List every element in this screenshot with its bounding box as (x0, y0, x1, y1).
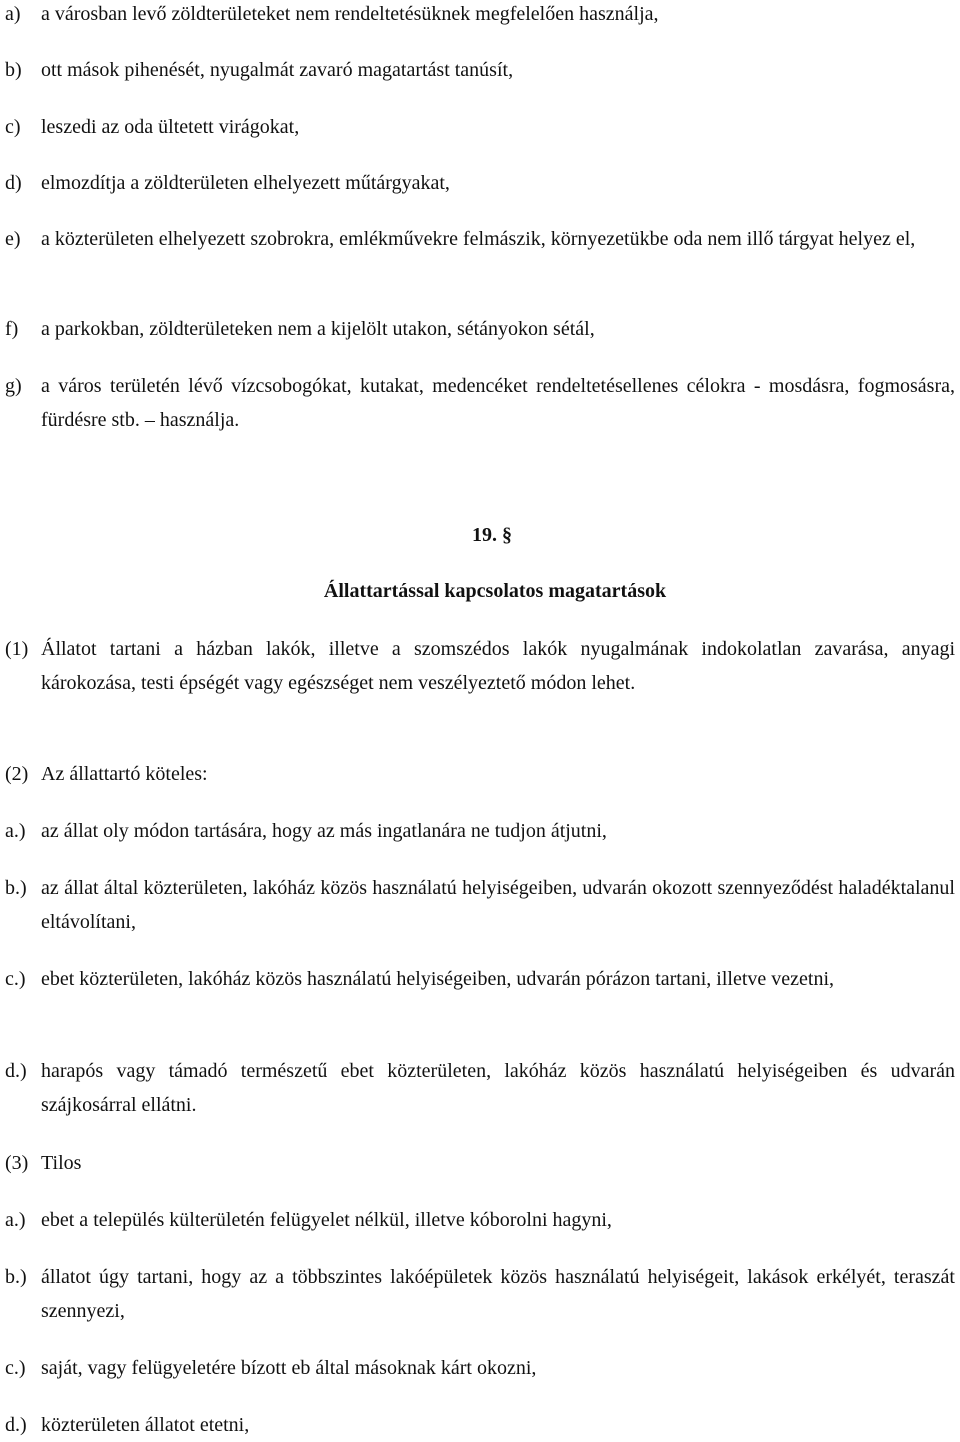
list-item-b (0, 53, 955, 87)
paragraph-text: közterületen állatot etetni, (41, 1414, 250, 1436)
list-text: ott mások pihenését, nyugalmát zavaró magatartást tanúsít, (41, 59, 514, 81)
paragraph-text: az állat oly módon tartására, hogy az más ingatlanára ne tudjon átjutni, (41, 820, 607, 842)
list-marker: g) (5, 375, 22, 397)
paragraph-marker: c.) (5, 1357, 26, 1379)
paragraph-text: ebet közterületen, lakóház közös használatú helyiségeiben, udvarán pórázon tartani, illetve vezetni, (41, 968, 834, 990)
paragraph-marker: d.) (5, 1060, 27, 1082)
paragraph-marker: c.) (5, 968, 26, 990)
paragraph-2-d (0, 1054, 955, 1122)
paragraph-2-a (0, 814, 955, 848)
list-text: a város területén lévő vízcsobogókat, kutakat, medencéket rendeltetésellenes célokra - mosdásra, fogmosásra, fürdésre stb. – használja. (41, 375, 955, 431)
paragraph-text: Az állattartó köteles: (41, 763, 208, 785)
paragraph-3-a (0, 1203, 955, 1237)
paragraph-marker: b.) (5, 877, 27, 899)
section-title: Állattartással kapcsolatos magatartások (323, 580, 667, 602)
paragraph-3 (0, 1146, 955, 1180)
list-marker: b) (5, 59, 22, 81)
paragraph-text: állatot úgy tartani, hogy az a többszintes lakóépületek közös használatú helyiségeit, lakások erkélyét, teraszát szennyezi, (41, 1266, 955, 1322)
section-number-text: 19. (472, 524, 497, 546)
paragraph-marker: (2) (5, 763, 29, 785)
paragraph-text: ebet a település külterületén felügyelet nélkül, illetve kóborolni hagyni, (41, 1209, 612, 1231)
paragraph-2 (0, 757, 955, 791)
list-text: a közterületen elhelyezett szobrokra, emlékművekre felmászik, környezetükbe oda nem illő tárgyat helyez el, (41, 228, 916, 250)
list-marker: d) (5, 172, 22, 194)
list-marker: f) (5, 318, 19, 340)
paragraph-marker: a.) (5, 1209, 26, 1231)
list-item-e (0, 222, 955, 256)
list-item-c (0, 110, 955, 144)
list-text: elmozdítja a zöldterületen elhelyezett műtárgyakat, (41, 172, 450, 194)
paragraph-text: saját, vagy felügyeletére bízott eb által másoknak kárt okozni, (41, 1357, 537, 1379)
paragraph-2-c (0, 962, 955, 996)
paragraph-text: Tilos (41, 1152, 82, 1174)
list-item-d (0, 166, 955, 200)
list-text: a városban levő zöldterületeket nem rendeltetésüknek megfelelően használja, (41, 3, 659, 25)
list-text: leszedi az oda ültetett virágokat, (41, 116, 300, 138)
section-number (0, 518, 960, 552)
paragraph-marker: b.) (5, 1266, 27, 1288)
list-marker: e) (5, 228, 21, 250)
paragraph-2-b (0, 871, 955, 939)
paragraph-marker: (1) (5, 638, 29, 660)
paragraph-3-c (0, 1351, 955, 1385)
paragraph-3-b (0, 1260, 955, 1328)
paragraph-text: az állat által közterületen, lakóház közös használatú helyiségeiben, udvarán okozott szennyeződést haladéktalanul eltávolítani, (41, 877, 955, 933)
paragraph-text: harapós vagy támadó természetű ebet közterületen, lakóház közös használatú helyiségeiben és udvarán szájkosárral ellátni. (41, 1060, 955, 1116)
list-item-a (0, 0, 955, 31)
list-item-f (0, 312, 955, 346)
section-symbol: § (502, 524, 512, 546)
paragraph-1 (0, 632, 955, 700)
paragraph-text: Állatot tartani a házban lakók, illetve a szomszédos lakók nyugalmának indokolatlan zavarása, anyagi károkozása, testi épségét vagy egészséget nem veszélyeztető módon lehet. (41, 638, 955, 694)
list-item-g (0, 369, 955, 437)
paragraph-marker: a.) (5, 820, 26, 842)
paragraph-3-d (0, 1408, 955, 1442)
paragraph-marker: d.) (5, 1414, 27, 1436)
paragraph-marker: (3) (5, 1152, 29, 1174)
list-marker: c) (5, 116, 21, 138)
list-text: a parkokban, zöldterületeken nem a kijelölt utakon, sétányokon sétál, (41, 318, 595, 340)
list-marker: a) (5, 3, 21, 25)
